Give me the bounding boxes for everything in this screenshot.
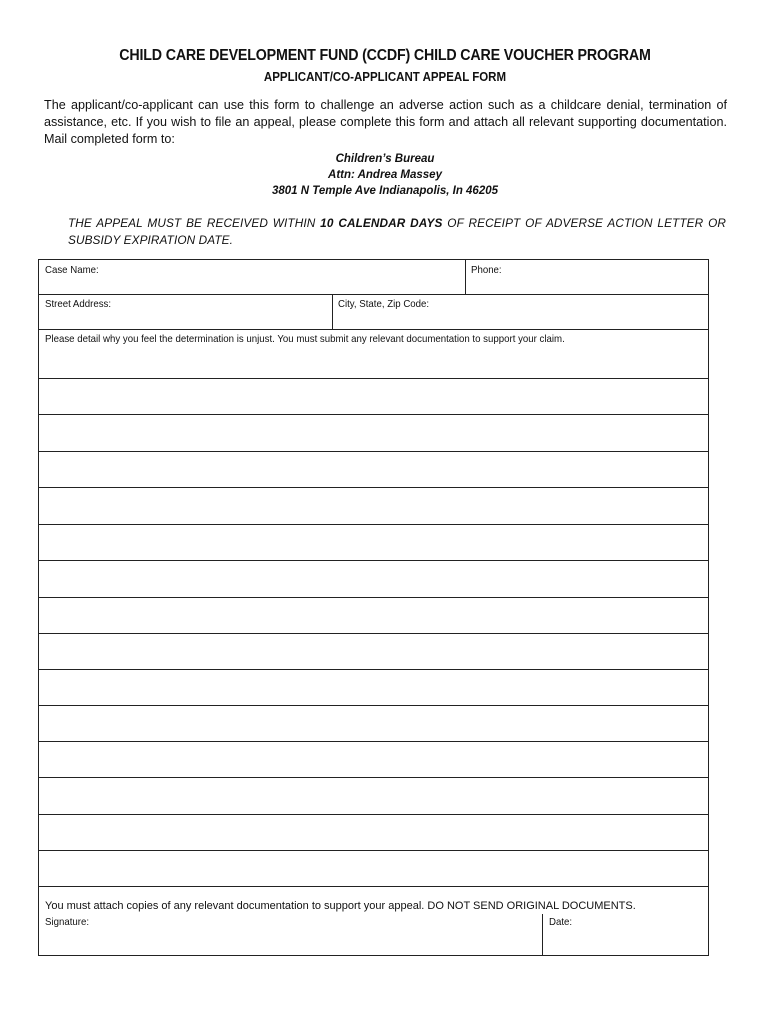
signature-label: Signature:	[45, 916, 90, 928]
writing-line	[39, 524, 708, 525]
address-line-organization: Children’s Bureau	[335, 153, 435, 165]
phone-field[interactable]	[466, 260, 709, 294]
date-label: Date:	[549, 916, 573, 928]
deadline-text-after: OF RECEIPT OF ADVERSE ACTION LETTER OR SUBSIDY EXPIRATION DATE.	[68, 216, 726, 247]
street-address-field[interactable]	[39, 295, 332, 329]
intro-paragraph: The applicant/co-applicant can use this form to challenge an adverse action such as a childcare denial, termination of assistance, etc. If you wish to file an appeal, please complete this form and attach all relevant supporting documentation. Mail completed form to:	[44, 98, 727, 146]
writing-line	[39, 560, 708, 561]
appeal-form-table	[38, 259, 709, 956]
form-title: CHILD CARE DEVELOPMENT FUND (CCDF) CHILD CARE VOUCHER PROGRAM	[119, 47, 651, 64]
writing-line	[39, 633, 708, 634]
case-name-label: Case Name:	[45, 264, 99, 276]
case-name-field[interactable]	[39, 260, 465, 294]
deadline-text-before: THE APPEAL MUST BE RECEIVED WITHIN	[68, 216, 321, 230]
writing-line	[39, 487, 708, 488]
writing-line	[39, 669, 708, 670]
writing-line	[39, 886, 708, 887]
writing-line	[39, 451, 708, 452]
city-state-zip-label: City, State, Zip Code:	[338, 298, 430, 310]
explanation-label: Please detail why you feel the determination is unjust. You must submit any relevant documentation to support your claim.	[45, 333, 565, 345]
mailing-address	[0, 151, 770, 199]
writing-line	[39, 414, 708, 415]
address-line-street-city: 3801 N Temple Ave Indianapolis, In 46205	[271, 185, 499, 197]
address-line-attention: Attn: Andrea Massey	[328, 169, 442, 181]
attach-documents-notice: You must attach copies of any relevant documentation to support your appeal. DO NOT SEND ORIGINAL DOCUMENTS.	[45, 900, 636, 912]
date-field[interactable]	[543, 915, 709, 955]
writing-line	[39, 850, 708, 851]
writing-line	[39, 814, 708, 815]
writing-line	[39, 597, 708, 598]
writing-line	[39, 378, 708, 379]
writing-line	[39, 705, 708, 706]
street-address-label: Street Address:	[45, 298, 112, 310]
signature-field[interactable]	[39, 915, 542, 955]
phone-label: Phone:	[471, 264, 502, 276]
form-subtitle: APPLICANT/CO-APPLICANT APPEAL FORM	[263, 70, 507, 84]
appeal-deadline-notice	[68, 215, 726, 249]
writing-line	[39, 741, 708, 742]
city-state-zip-field[interactable]	[333, 295, 709, 329]
deadline-emphasis: 10 CALENDAR DAYS	[320, 216, 443, 230]
writing-line	[39, 777, 708, 778]
